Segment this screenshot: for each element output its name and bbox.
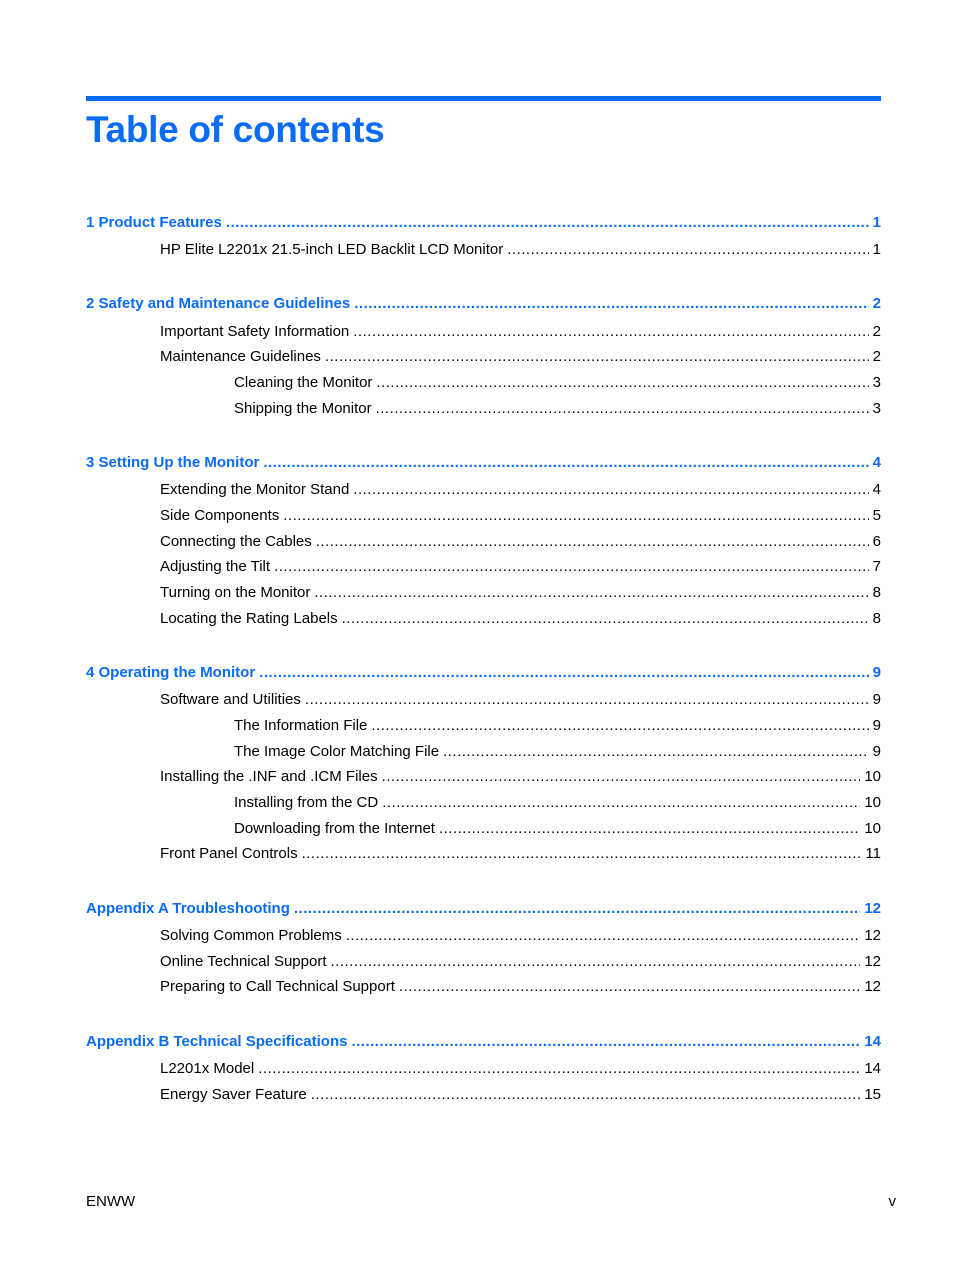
toc-entry-front-panel-controls[interactable] (160, 843, 881, 865)
toc-label: Important Safety Information (160, 323, 350, 340)
toc-entry-software-utilities[interactable] (160, 689, 881, 711)
dot-leader (376, 398, 869, 420)
toc-appendix-a[interactable] (86, 898, 881, 920)
toc-page-number: 12 (864, 900, 881, 917)
toc-label: Extending the Monitor Stand (160, 481, 350, 498)
dot-leader (382, 766, 861, 788)
dot-leader (507, 239, 868, 261)
toc-label: Online Technical Support (160, 953, 327, 970)
dot-leader (311, 1084, 861, 1106)
dot-leader (382, 792, 860, 814)
toc-entry-maintenance-guidelines[interactable] (160, 346, 881, 368)
toc-entry-energy-saver[interactable] (160, 1084, 881, 1106)
page-title: Table of contents (86, 109, 385, 150)
toc-label: Solving Common Problems (160, 927, 342, 944)
toc-page-number: 1 (872, 214, 881, 231)
toc-page-number: 11 (865, 845, 881, 862)
toc-entry-important-safety[interactable] (160, 321, 881, 343)
dot-leader (399, 976, 860, 998)
toc-label: Side Components (160, 507, 280, 524)
dot-leader (353, 321, 868, 343)
toc-page-number: 9 (872, 717, 881, 734)
toc-page-number: 9 (872, 664, 881, 681)
toc-entry-downloading-internet[interactable] (234, 818, 881, 840)
dot-leader (371, 715, 868, 737)
toc-label: Preparing to Call Technical Support (160, 978, 395, 995)
toc-label: Installing the .INF and .ICM Files (160, 768, 378, 785)
dot-leader (376, 372, 868, 394)
toc-entry-color-matching-file[interactable] (234, 741, 881, 763)
toc-page-number: 14 (864, 1060, 881, 1077)
dot-leader (351, 1031, 860, 1053)
toc-label: Turning on the Monitor (160, 584, 311, 601)
footer-enww: ENWW (86, 1193, 136, 1210)
toc-label: Front Panel Controls (160, 845, 298, 862)
toc-entry-l2201x-model[interactable] (160, 1058, 881, 1080)
toc-page-number: 12 (864, 978, 881, 995)
dot-leader (305, 689, 869, 711)
dot-leader (354, 293, 868, 315)
toc-entry-hp-elite-monitor[interactable] (160, 239, 881, 261)
toc-label: L2201x Model (160, 1060, 255, 1077)
toc-page-number: 3 (872, 400, 881, 417)
toc-page-number: 5 (872, 507, 881, 524)
toc-page-number: 6 (872, 533, 881, 550)
toc-label: 4 Operating the Monitor (86, 664, 256, 681)
toc-entry-solving-problems[interactable] (160, 925, 881, 947)
toc-page-number: 2 (872, 295, 881, 312)
dot-leader (259, 662, 868, 684)
toc-entry-installing-inf-icm[interactable] (160, 766, 881, 788)
toc-page-number: 15 (864, 1086, 881, 1103)
toc-page-number: 10 (864, 794, 881, 811)
toc-entry-adjusting-tilt[interactable] (160, 556, 881, 578)
dot-leader (346, 925, 861, 947)
toc-page-number: 10 (864, 820, 881, 837)
toc-chapter-1[interactable] (86, 212, 881, 234)
toc-chapter-3[interactable] (86, 452, 881, 474)
toc-label: Appendix A Troubleshooting (86, 900, 290, 917)
toc-page-number: 2 (872, 323, 881, 340)
toc-label: 2 Safety and Maintenance Guidelines (86, 295, 351, 312)
footer-page-number: v (888, 1193, 896, 1210)
toc-entry-installing-from-cd[interactable] (234, 792, 881, 814)
toc-label: Downloading from the Internet (234, 820, 435, 837)
dot-leader (302, 843, 862, 865)
toc-label: 1 Product Features (86, 214, 222, 231)
toc-appendix-b[interactable] (86, 1031, 881, 1053)
toc-label: Adjusting the Tilt (160, 558, 271, 575)
toc-page-number: 4 (872, 454, 881, 471)
dot-leader (283, 505, 868, 527)
toc-entry-extending-stand[interactable] (160, 479, 881, 501)
toc-label: The Information File (234, 717, 368, 734)
toc-page-number: 14 (864, 1033, 881, 1050)
toc-page-number: 4 (872, 481, 881, 498)
toc-label: Software and Utilities (160, 691, 301, 708)
toc-label: The Image Color Matching File (234, 743, 440, 760)
toc-page-number: 12 (864, 927, 881, 944)
dot-leader (263, 452, 868, 474)
toc-page-number: 7 (872, 558, 881, 575)
toc-page-number: 9 (872, 743, 881, 760)
dot-leader (316, 531, 869, 553)
toc-page-number: 12 (864, 953, 881, 970)
toc-chapter-4[interactable] (86, 662, 881, 684)
toc-page-number: 8 (872, 584, 881, 601)
dot-leader (314, 582, 868, 604)
toc-entry-connecting-cables[interactable] (160, 531, 881, 553)
toc-label: 3 Setting Up the Monitor (86, 454, 260, 471)
toc-label: Locating the Rating Labels (160, 610, 338, 627)
toc-entry-cleaning-monitor[interactable] (234, 372, 881, 394)
dot-leader (258, 1058, 860, 1080)
dot-leader (342, 608, 869, 630)
dot-leader (294, 898, 860, 920)
toc-label: Connecting the Cables (160, 533, 312, 550)
toc-page-number: 8 (872, 610, 881, 627)
toc-label: Energy Saver Feature (160, 1086, 307, 1103)
toc-entry-rating-labels[interactable] (160, 608, 881, 630)
toc-page-number: 2 (872, 348, 881, 365)
toc-page-number: 1 (872, 241, 881, 258)
dot-leader (226, 212, 869, 234)
toc-entry-information-file[interactable] (234, 715, 881, 737)
toc-page-number: 3 (872, 374, 881, 391)
toc-label: Maintenance Guidelines (160, 348, 321, 365)
toc-label: Appendix B Technical Specifications (86, 1033, 348, 1050)
dot-leader (331, 951, 861, 973)
toc-label: HP Elite L2201x 21.5-inch LED Backlit LCD Monitor (160, 241, 504, 258)
toc-entry-preparing-to-call[interactable] (160, 976, 881, 998)
toc-entry-online-support[interactable] (160, 951, 881, 973)
dot-leader (274, 556, 869, 578)
toc-entry-side-components[interactable] (160, 505, 881, 527)
toc-entry-shipping-monitor[interactable] (234, 398, 881, 420)
toc-chapter-2[interactable] (86, 293, 881, 315)
toc-label: Shipping the Monitor (234, 400, 372, 417)
toc-label: Installing from the CD (234, 794, 379, 811)
toc-label: Cleaning the Monitor (234, 374, 373, 391)
toc-page-number: 9 (872, 691, 881, 708)
toc-page-number: 10 (864, 768, 881, 785)
dot-leader (439, 818, 860, 840)
toc-entry-turning-on[interactable] (160, 582, 881, 604)
dot-leader (353, 479, 868, 501)
dot-leader (325, 346, 869, 368)
dot-leader (443, 741, 869, 763)
